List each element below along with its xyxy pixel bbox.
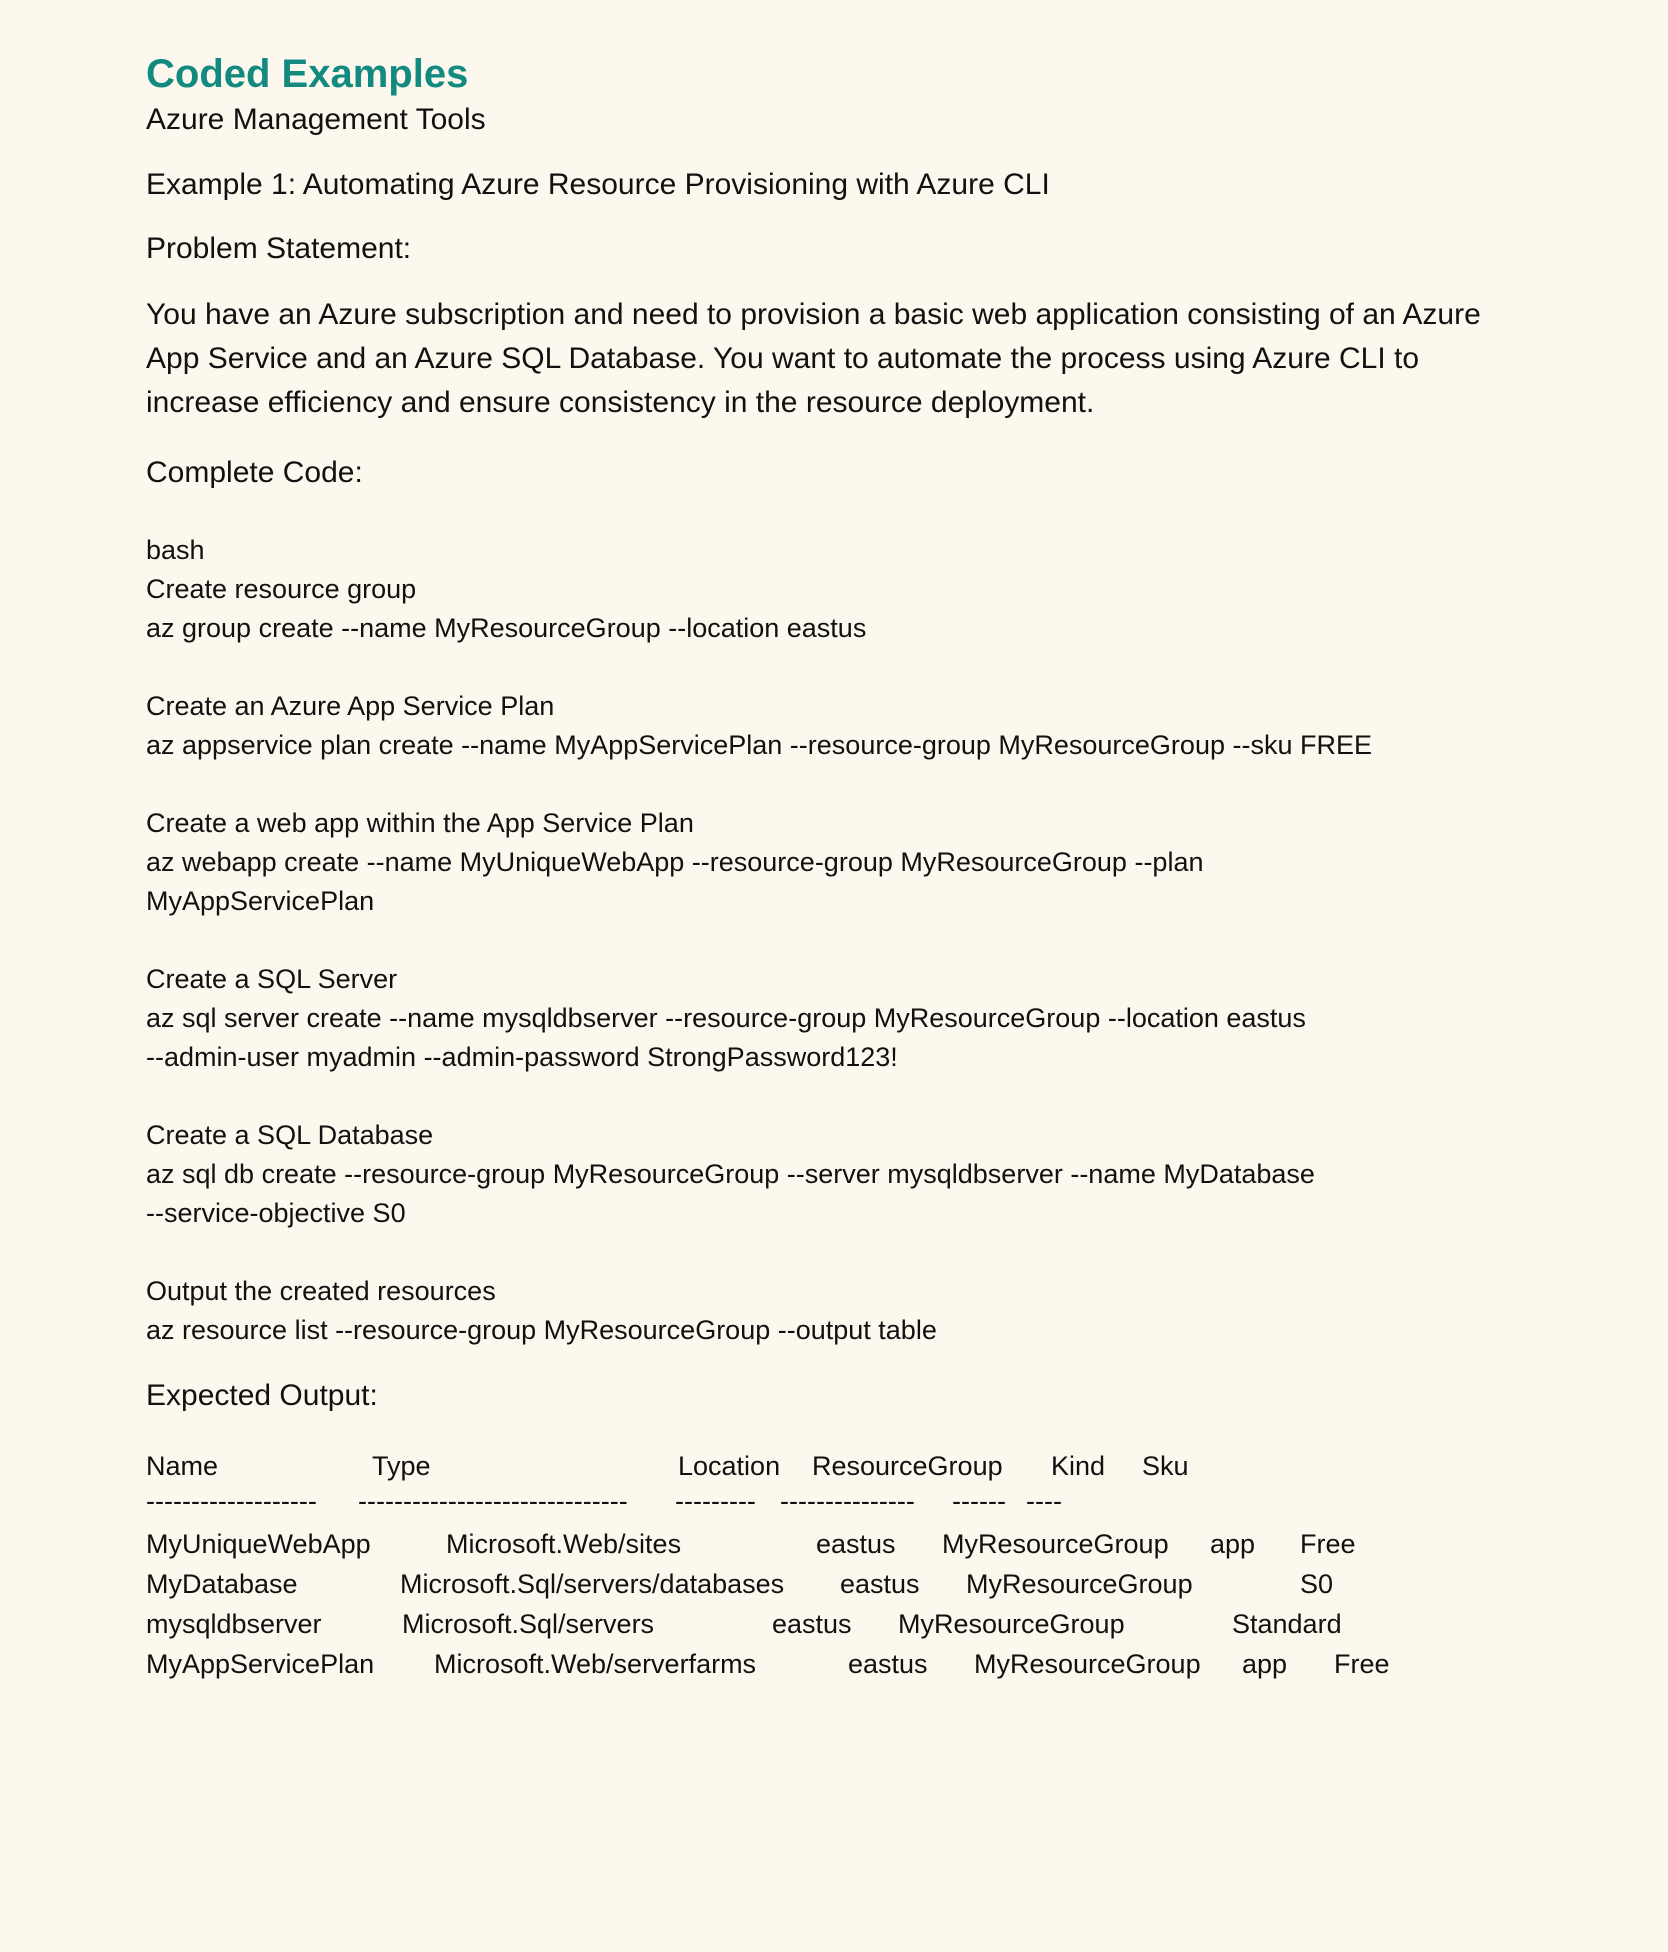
page-subtitle: Azure Management Tools: [146, 103, 486, 136]
output-separator: -------------------: [146, 1486, 317, 1516]
output-cell-name: MyDatabase: [146, 1569, 298, 1599]
output-separator: ---------------: [780, 1486, 915, 1516]
output-cell-group: MyResourceGroup: [898, 1609, 1125, 1639]
output-cell-sku: S0: [1300, 1569, 1334, 1599]
output-separator: ---------: [675, 1486, 756, 1516]
code-comment: Create a SQL Server: [146, 964, 398, 994]
output-cell-name: mysqldbserver: [146, 1609, 322, 1639]
output-cell-sku: Standard: [1232, 1609, 1342, 1639]
code-line: az sql server create --name mysqldbserver --resource-group MyResourceGroup --location eastus: [146, 1003, 1306, 1033]
code-line: --service-objective S0: [146, 1198, 406, 1228]
output-cell-type: Microsoft.Web/serverfarms: [434, 1649, 757, 1679]
code-comment: Create a SQL Database: [146, 1120, 434, 1150]
page-title: Coded Examples: [146, 52, 469, 96]
output-cell-kind: app: [1242, 1649, 1288, 1679]
output-cell-group: MyResourceGroup: [966, 1569, 1193, 1599]
output-header-type: Type: [372, 1451, 431, 1481]
code-block: [146, 960, 1546, 1077]
code-block: [146, 687, 1546, 765]
output-header-location: Location: [678, 1451, 781, 1481]
code-line: az webapp create --name MyUniqueWebApp --resource-group MyResourceGroup --plan: [146, 847, 1204, 877]
example-title: Example 1: Automating Azure Resource Provisioning with Azure CLI: [146, 168, 1050, 201]
output-separator: ----: [1026, 1486, 1062, 1516]
output-cell-name: MyAppServicePlan: [146, 1649, 375, 1679]
output-row: [146, 1524, 1546, 1564]
code-line: --admin-user myadmin --admin-password StrongPassword123!: [146, 1042, 898, 1072]
output-row: [146, 1564, 1546, 1604]
output-header-name: Name: [146, 1451, 219, 1481]
output-cell-group: MyResourceGroup: [974, 1649, 1201, 1679]
output-cell-group: MyResourceGroup: [942, 1529, 1169, 1559]
code-comment: Create an Azure App Service Plan: [146, 691, 555, 721]
code-line: az appservice plan create --name MyAppServicePlan --resource-group MyResourceGroup --sku FREE: [146, 730, 1372, 760]
output-cell-location: eastus: [848, 1649, 928, 1679]
code-language: bash: [146, 535, 205, 565]
output-header-group: ResourceGroup: [812, 1451, 1003, 1481]
output-row: [146, 1644, 1546, 1684]
output-cell-location: eastus: [840, 1569, 920, 1599]
output-header-kind: Kind: [1051, 1451, 1106, 1481]
code-block: [146, 804, 1546, 921]
code-label: Complete Code:: [146, 456, 363, 489]
code-comment: Create a web app within the App Service Plan: [146, 808, 694, 838]
code-block: [146, 570, 1546, 648]
output-cell-type: Microsoft.Web/sites: [446, 1529, 682, 1559]
output-cell-location: eastus: [816, 1529, 896, 1559]
output-separator: ------: [952, 1486, 1006, 1516]
output-separator-row: [146, 1486, 1546, 1524]
output-cell-kind: app: [1210, 1529, 1256, 1559]
code-line: MyAppServicePlan: [146, 886, 375, 916]
output-cell-location: eastus: [772, 1609, 852, 1639]
problem-label: Problem Statement:: [146, 232, 412, 265]
code-line: az group create --name MyResourceGroup --location eastus: [146, 613, 867, 643]
output-header-sku: Sku: [1142, 1451, 1189, 1481]
output-cell-name: MyUniqueWebApp: [146, 1529, 371, 1559]
code-line: az resource list --resource-group MyResourceGroup --output table: [146, 1315, 937, 1345]
output-row: [146, 1604, 1546, 1644]
code-block: [146, 1272, 1546, 1350]
code-comment: Output the created resources: [146, 1276, 496, 1306]
code-line: az sql db create --resource-group MyResourceGroup --server mysqldbserver --name MyDatabase: [146, 1159, 1315, 1189]
output-cell-type: Microsoft.Sql/servers: [402, 1609, 655, 1639]
output-cell-sku: Free: [1300, 1529, 1356, 1559]
document-page: [146, 48, 1546, 1684]
code-comment: Create resource group: [146, 574, 417, 604]
expected-output-label: Expected Output:: [146, 1379, 378, 1412]
output-header-row: [146, 1446, 1546, 1486]
output-cell-sku: Free: [1334, 1649, 1390, 1679]
output-separator: ------------------------------: [358, 1486, 628, 1516]
output-cell-type: Microsoft.Sql/servers/databases: [400, 1569, 785, 1599]
problem-text: You have an Azure subscription and need to provision a basic web application consisting of an Azure App Service and an Azure SQL Database. You want to automate the process using Azure CLI to increase efficiency and ensure consistency in the resource deployment.: [146, 298, 1481, 419]
code-block: [146, 1116, 1546, 1233]
